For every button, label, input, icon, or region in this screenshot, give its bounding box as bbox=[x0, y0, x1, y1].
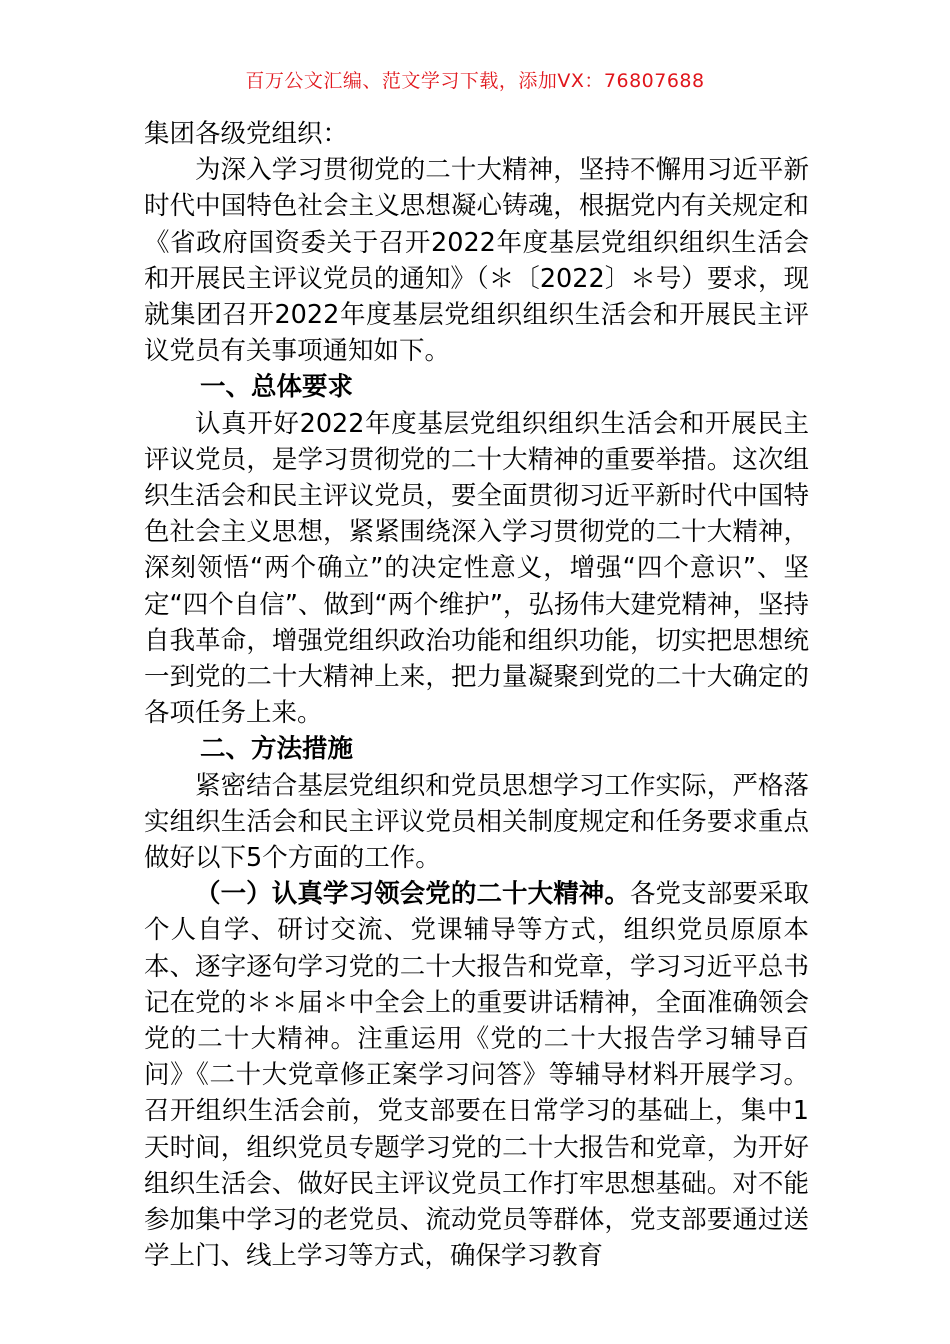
item-body-1: 各党支部要采取个人自学、研讨交流、党课辅导等方式，组织党员原原本本、逐字逐句学习党的二十大报告和党章，学习习近平总书记在党的＊＊届＊中全会上的重要讲话精神，全面准确领会党的二十大精神。注重运用《党的二十大报告学习辅导百问》《二十大党章修正案学习问答》等辅导材料开展学习。召开组织生活会前，党支部要在日常学习的基础上，集中1天时间，组织党员专题学习党的二十大报告和党章，为开好组织生活会、做好民主评议党员工作打牢思想基础。对不能参加集中学习的老党员、流动党员等群体，党支部要通过送学上门、线上学习等方式，确保学习教育 bbox=[144, 879, 809, 1272]
item-title-1: （一）认真学习领会党的二十大精神。 bbox=[195, 879, 630, 910]
document-body bbox=[144, 116, 809, 1275]
section-heading-1: 一、总体要求 bbox=[200, 372, 354, 403]
watermark-header: 百万公文汇编、范文学习下载，添加VX：76807688 bbox=[245, 70, 705, 92]
salutation: 集团各级党组织： bbox=[144, 119, 349, 149]
item-paragraph-1 bbox=[144, 876, 809, 1274]
section-body-2: 紧密结合基层党组织和党员思想学习工作实际，严格落实组织生活会和民主评议党员相关制度规定和任务要求重点做好以下5个方面的工作。 bbox=[144, 770, 809, 874]
intro-paragraph: 为深入学习贯彻党的二十大精神，坚持不懈用习近平新时代中国特色社会主义思想凝心铸魂，根据党内有关规定和《省政府国资委关于召开2022年度基层党组织组织生活会和开展民主评议党员的通知》（＊〔2022〕＊号）要求，现就集团召开2022年度基层党组织组织生活会和开展民主评议党员有关事项通知如下。 bbox=[144, 155, 809, 367]
section-heading-2: 二、方法措施 bbox=[200, 734, 354, 765]
section-body-1: 认真开好2022年度基层党组织组织生活会和开展民主评议党员，是学习贯彻党的二十大精神的重要举措。这次组织生活会和民主评议党员，要全面贯彻习近平新时代中国特色社会主义思想，紧紧围绕深入学习贯彻党的二十大精神，深刻领悟“两个确立”的决定性意义，增强“四个意识”、坚定“四个自信”、做到“两个维护”，弘扬伟大建党精神，坚持自我革命，增强党组织政治功能和组织功能，切实把思想统一到党的二十大精神上来，把力量凝聚到党的二十大确定的各项任务上来。 bbox=[144, 408, 809, 729]
